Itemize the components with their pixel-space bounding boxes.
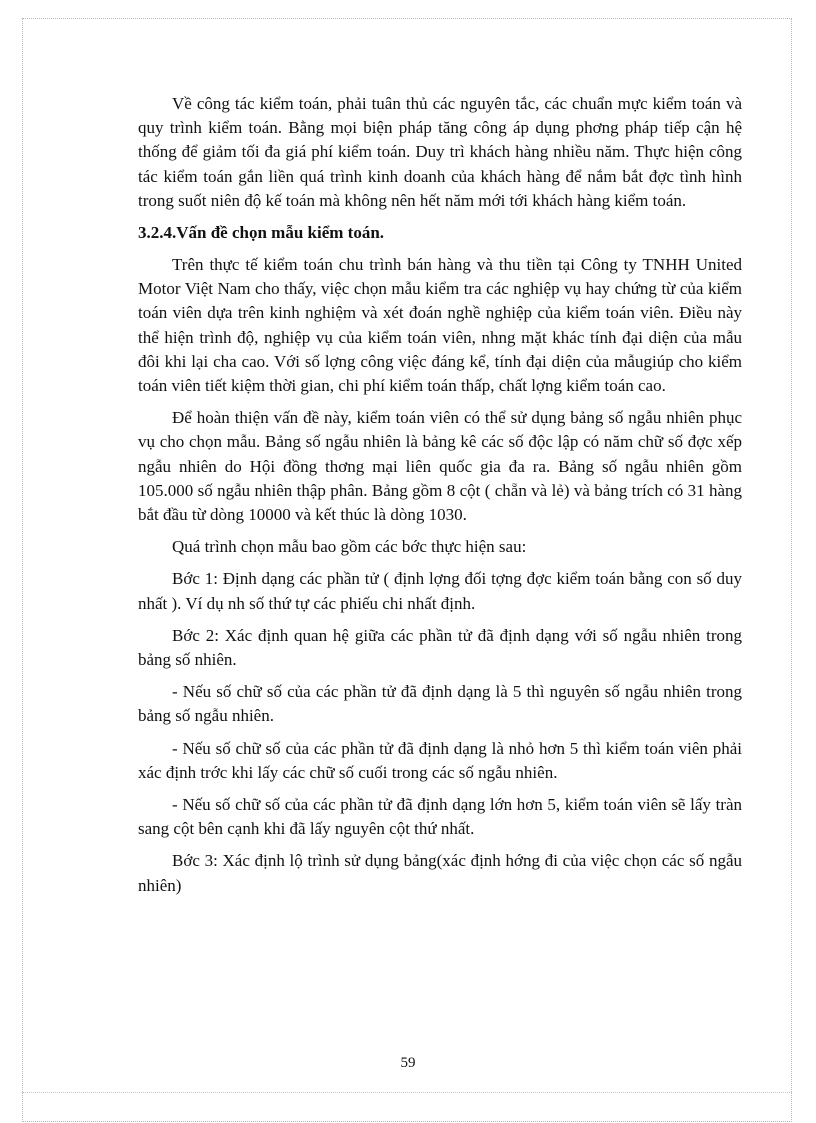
paragraph-steps-intro: Quá trình chọn mẫu bao gồm các bớc thực hiện sau:: [172, 537, 527, 557]
paragraph-sampling-practice: Trên thực tế kiểm toán chu trình bán hàng và thu tiền tại Công ty TNHH United Motor Việt Nam cho thấy, việc chọn mẫu kiểm tra các nghiệp vụ hay chứng từ của kiểm toán viên dựa trên kinh nghiệm và xét đoán nghề nghiệp của kiểm toán viên. Điều này thể hiện trình độ, nghiệp vụ của kiểm toán viên, nhng mặt khác tính đại diện của mẫu đôi khi lại cha cao. Với số lợng công việc đáng kể, tính đại diện của mẫugiúp cho kiểm toán viên tiết kiệm thời gian, chi phí kiểm toán thấp, chất lợng kiểm toán cao.: [138, 255, 742, 396]
footer-divider: [22, 1092, 792, 1093]
paragraph-step-3: Bớc 3: Xác định lộ trình sử dụng bảng(xác định hớng đi của việc chọn các số ngẫu nhiên): [138, 851, 742, 895]
page-number: 59: [400, 1055, 416, 1071]
section-heading: 3.2.4.Vấn đề chọn mẫu kiểm toán.: [138, 223, 385, 243]
paragraph-step-2: Bớc 2: Xác định quan hệ giữa các phần tử đã định dạng với số ngẫu nhiên trong bảng số nhiên.: [138, 625, 742, 670]
paragraph-rule-equal-5: - Nếu số chữ số của các phần tử đã định dạng là 5 thì nguyên số ngẫu nhiên trong bảng số ngẫu nhiên.: [138, 682, 742, 726]
document-body: [138, 92, 742, 906]
paragraph-rule-less-5: - Nếu số chữ số của các phần tử đã định dạng là nhỏ hơn 5 thì kiểm toán viên phải xác định trớc khi lấy các chữ số cuối trong các số ngẫu nhiên.: [138, 738, 742, 782]
paragraph-random-table: Để hoàn thiện vấn đề này, kiểm toán viên có thể sử dụng bảng số ngẫu nhiên phục vụ cho chọn mẫu. Bảng số ngẫu nhiên là bảng kê các số độc lập có năm chữ số đợc xếp ngẫu nhiên do Hội đồng thơng mại liên quốc gia đa ra. Bảng số ngẫu nhiên gồm 105.000 số ngẫu nhiên thập phân. Bảng gồm 8 cột ( chẵn và lẻ) và bảng trích có 31 hàng bắt đầu từ dòng 10000 và kết thúc là dòng 1030.: [138, 408, 742, 525]
paragraph-audit-principles: Về công tác kiểm toán, phải tuân thủ các nguyên tắc, các chuẩn mực kiểm toán và quy trình kiểm toán. Bằng mọi biện pháp tăng công áp dụng phơng pháp tiếp cận hệ thống để giảm tối đa giá phí kiểm toán. Duy trì khách hàng nhiều năm. Thực hiện công tác kiểm toán gắn liền quá trình kinh doanh của khách hàng để nắm bắt đợc tình hình trong suốt niên độ kế toán mà không nên hết năm mới tới khách hàng kiểm toán.: [138, 94, 742, 210]
paragraph-step-1: Bớc 1: Định dạng các phần tử ( định lợng đối tợng đợc kiểm toán bằng con số duy nhất ). Ví dụ nh số thứ tự các phiếu chi nhất định.: [138, 569, 742, 613]
paragraph-rule-more-5: - Nếu số chữ số của các phần tử đã định dạng lớn hơn 5, kiểm toán viên sẽ lấy tràn sang cột bên cạnh khi đã lấy nguyên cột thứ nhất.: [138, 795, 742, 839]
